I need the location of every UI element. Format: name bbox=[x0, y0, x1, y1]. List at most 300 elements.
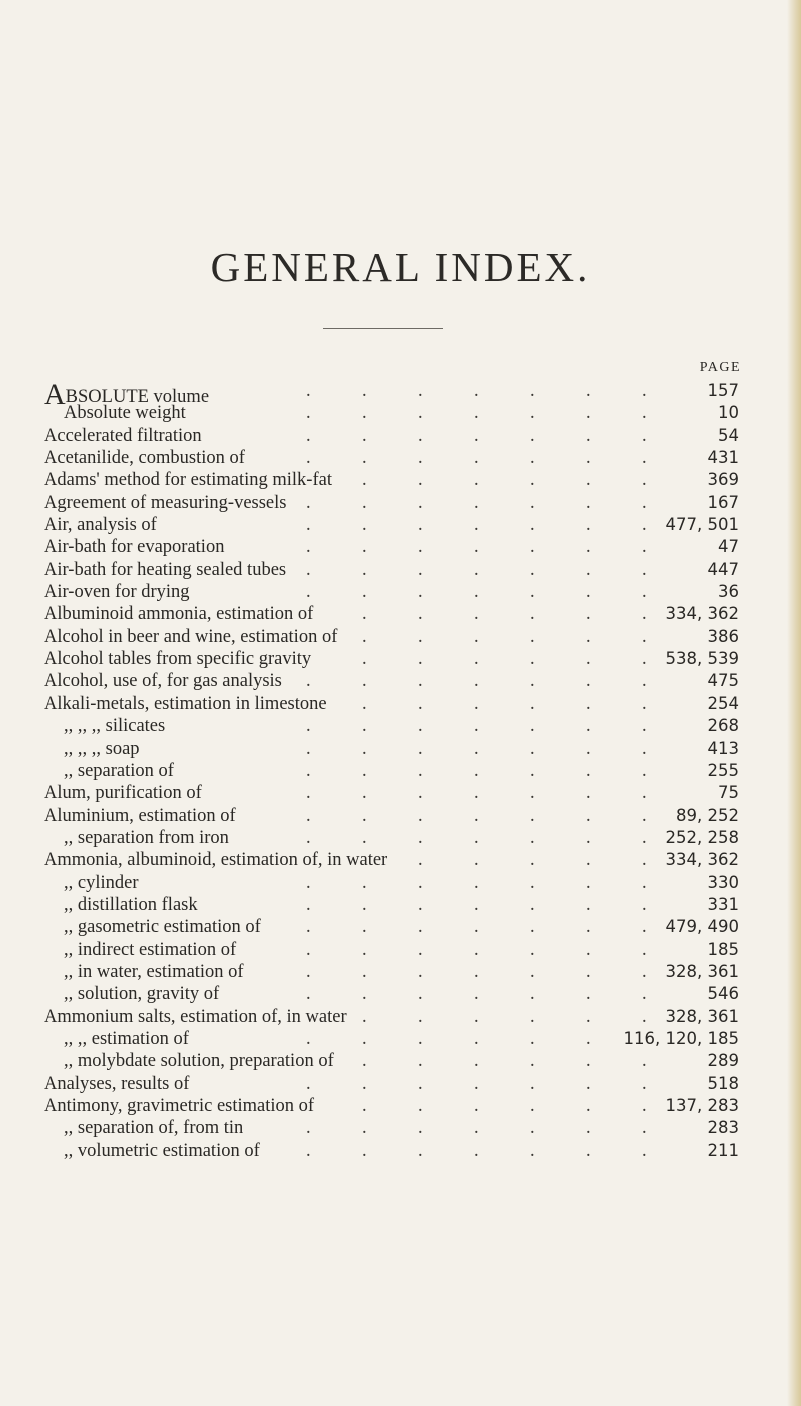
leader-dot: . bbox=[642, 492, 647, 513]
leader-dot: . bbox=[586, 515, 591, 536]
leader-dot: . bbox=[530, 783, 535, 804]
leader-dot: . bbox=[362, 917, 367, 938]
leader-dot: . bbox=[474, 738, 479, 759]
leader-dot: . bbox=[474, 894, 479, 915]
entry-label: ,, separation of, from tin bbox=[64, 1118, 244, 1139]
entry-page-number: 328, 361 bbox=[665, 961, 739, 981]
leader-dot: . bbox=[418, 381, 423, 401]
leader-dot: . bbox=[418, 917, 423, 938]
entry-label: ,, separation from iron bbox=[64, 827, 229, 848]
leader-dot: . bbox=[530, 827, 535, 848]
entry-label: ,, ,, ,, silicates bbox=[64, 716, 166, 737]
leader-dot: . bbox=[642, 693, 647, 714]
leader-dot: . bbox=[530, 805, 535, 826]
leader-dot: . bbox=[530, 1118, 535, 1139]
leader-dot: . bbox=[306, 582, 311, 603]
leader-dot: . bbox=[474, 470, 479, 491]
leader-dot: . bbox=[362, 671, 367, 692]
index-entry bbox=[44, 492, 739, 514]
leader-dot: . bbox=[586, 537, 591, 558]
leader-dot: . bbox=[418, 1028, 423, 1049]
entry-page-number: 518 bbox=[707, 1073, 739, 1093]
leader-dot: . bbox=[362, 649, 367, 670]
leader-dot: . bbox=[306, 827, 311, 848]
index-entry bbox=[44, 581, 739, 603]
entry-page-number: 255 bbox=[707, 760, 739, 780]
entry-label-rest: BSOLUTE volume bbox=[65, 387, 210, 407]
leader-dot: . bbox=[306, 492, 311, 513]
entry-page-number: 334, 362 bbox=[665, 850, 739, 870]
entry-label: ,, gasometric estimation of bbox=[64, 917, 261, 938]
leader-dot: . bbox=[474, 939, 479, 960]
leader-dot: . bbox=[418, 850, 423, 871]
entry-label: Air, analysis of bbox=[44, 515, 157, 536]
entry-label: Absolute weight bbox=[64, 403, 186, 424]
leader-dot: . bbox=[474, 515, 479, 536]
leader-dot: . bbox=[642, 1073, 647, 1094]
leader-dot: . bbox=[642, 470, 647, 491]
leader-dot: . bbox=[474, 448, 479, 469]
index-entry bbox=[44, 738, 739, 760]
entry-page-number: 254 bbox=[707, 693, 739, 713]
entry-label: Air-bath for evaporation bbox=[44, 537, 225, 558]
entry-label: Analyses, results of bbox=[44, 1073, 190, 1094]
leader-dot: . bbox=[530, 626, 535, 647]
leader-dot: . bbox=[586, 559, 591, 580]
leader-dot: . bbox=[362, 827, 367, 848]
leader-dot: . bbox=[474, 984, 479, 1005]
entry-page-number: 289 bbox=[707, 1051, 739, 1071]
leader-dot: . bbox=[362, 939, 367, 960]
leader-dot: . bbox=[642, 448, 647, 469]
leader-dot: . bbox=[474, 760, 479, 781]
leader-dot: . bbox=[586, 961, 591, 982]
entry-label: Air-bath for heating sealed tubes bbox=[44, 559, 287, 580]
leader-dot: . bbox=[306, 671, 311, 692]
leader-dot: . bbox=[530, 1006, 535, 1027]
leader-dot: . bbox=[306, 872, 311, 893]
leader-dot: . bbox=[530, 872, 535, 893]
entry-page-number: 413 bbox=[707, 738, 739, 758]
index-entry bbox=[44, 1073, 739, 1095]
leader-dot: . bbox=[306, 403, 311, 424]
leader-dot: . bbox=[362, 872, 367, 893]
entry-label: Alum, purification of bbox=[44, 783, 202, 804]
index-entry bbox=[44, 805, 739, 827]
leader-dot: . bbox=[530, 894, 535, 915]
leader-dot: . bbox=[474, 649, 479, 670]
entry-page-number: 477, 501 bbox=[665, 515, 739, 535]
leader-dot: . bbox=[362, 805, 367, 826]
leader-dot: . bbox=[586, 917, 591, 938]
entry-label: Agreement of measuring-vessels bbox=[44, 492, 287, 513]
leader-dot: . bbox=[306, 939, 311, 960]
index-entry bbox=[44, 961, 739, 983]
leader-dot: . bbox=[642, 626, 647, 647]
leader-dot: . bbox=[530, 582, 535, 603]
leader-dot: . bbox=[362, 492, 367, 513]
leader-dot: . bbox=[586, 693, 591, 714]
leader-dot: . bbox=[586, 381, 591, 401]
index-entry bbox=[44, 447, 739, 469]
leader-dot: . bbox=[362, 381, 367, 401]
leader-dot: . bbox=[530, 850, 535, 871]
leader-dot: . bbox=[474, 425, 479, 446]
entry-label: Air-oven for drying bbox=[44, 582, 190, 603]
leader-dot: . bbox=[418, 783, 423, 804]
index-entry bbox=[44, 983, 739, 1005]
index-entry bbox=[44, 469, 739, 491]
index-entry bbox=[44, 1028, 739, 1050]
leader-dot: . bbox=[418, 827, 423, 848]
page-edge bbox=[787, 0, 801, 1406]
leader-dot: . bbox=[362, 582, 367, 603]
leader-dot: . bbox=[586, 403, 591, 424]
index-entry bbox=[44, 916, 739, 938]
entry-page-number: 546 bbox=[707, 984, 739, 1004]
leader-dot: . bbox=[362, 470, 367, 491]
leader-dot: . bbox=[474, 1073, 479, 1094]
index-entry bbox=[44, 1050, 739, 1072]
title-rule bbox=[323, 328, 443, 329]
entry-label: Antimony, gravimetric estimation of bbox=[44, 1096, 315, 1116]
leader-dot: . bbox=[642, 1096, 647, 1116]
entry-page-number: 89, 252 bbox=[676, 805, 739, 825]
leader-dot: . bbox=[418, 403, 423, 424]
leader-dot: . bbox=[362, 1006, 367, 1027]
leader-dot: . bbox=[418, 693, 423, 714]
entry-page-number: 334, 362 bbox=[665, 604, 739, 624]
index-entry bbox=[44, 849, 739, 871]
index-entry bbox=[44, 782, 739, 804]
leader-dot: . bbox=[642, 961, 647, 982]
entry-page-number: 330 bbox=[707, 872, 739, 892]
leader-dot: . bbox=[530, 738, 535, 759]
entry-page-number: 475 bbox=[707, 671, 739, 691]
leader-dot: . bbox=[586, 872, 591, 893]
page-column-header: PAGE bbox=[699, 360, 741, 375]
leader-dot: . bbox=[474, 850, 479, 871]
leader-dot: . bbox=[530, 425, 535, 446]
leader-dot: . bbox=[530, 492, 535, 513]
entry-label: ,, in water, estimation of bbox=[64, 961, 244, 982]
leader-dot: . bbox=[642, 872, 647, 893]
entry-page-number: 36 bbox=[718, 582, 739, 602]
leader-dot: . bbox=[306, 559, 311, 580]
leader-dot: . bbox=[586, 738, 591, 759]
entry-page-number: 116, 120, 185 bbox=[623, 1028, 739, 1048]
index-entry bbox=[44, 872, 739, 894]
leader-dot: . bbox=[642, 604, 647, 625]
leader-dot: . bbox=[362, 448, 367, 469]
leader-dot: . bbox=[306, 961, 311, 982]
leader-dot: . bbox=[306, 716, 311, 737]
leader-dot: . bbox=[586, 470, 591, 491]
leader-dot: . bbox=[362, 1096, 367, 1116]
leader-dot: . bbox=[418, 984, 423, 1005]
leader-dot: . bbox=[586, 1028, 591, 1049]
leader-dot: . bbox=[362, 783, 367, 804]
leader-dot: . bbox=[586, 827, 591, 848]
leader-dot: . bbox=[362, 604, 367, 625]
leader-dot: . bbox=[530, 1140, 535, 1161]
leader-dot: . bbox=[530, 716, 535, 737]
entry-label: ,, molybdate solution, preparation of bbox=[64, 1051, 334, 1072]
leader-dot: . bbox=[642, 716, 647, 737]
leader-dot: . bbox=[474, 671, 479, 692]
entry-label: ,, separation of bbox=[64, 760, 174, 781]
leader-dot: . bbox=[642, 917, 647, 938]
leader-dot: . bbox=[642, 559, 647, 580]
leader-dot: . bbox=[474, 827, 479, 848]
entry-page-number: 538, 539 bbox=[665, 649, 739, 669]
leader-dot: . bbox=[474, 1118, 479, 1139]
leader-dot: . bbox=[642, 805, 647, 826]
leader-dot: . bbox=[530, 559, 535, 580]
leader-dot: . bbox=[362, 984, 367, 1005]
leader-dot: . bbox=[530, 1096, 535, 1116]
leader-dot: . bbox=[418, 448, 423, 469]
index-entry bbox=[44, 693, 739, 715]
leader-dot: . bbox=[530, 1073, 535, 1094]
leader-dot: . bbox=[586, 805, 591, 826]
leader-dot: . bbox=[586, 716, 591, 737]
leader-dot: . bbox=[586, 604, 591, 625]
leader-dot: . bbox=[642, 515, 647, 536]
leader-dot: . bbox=[474, 559, 479, 580]
leader-dot: . bbox=[530, 693, 535, 714]
leader-dot: . bbox=[306, 1073, 311, 1094]
leader-dot: . bbox=[642, 537, 647, 558]
leader-dot: . bbox=[474, 381, 479, 401]
entry-page-number: 54 bbox=[718, 425, 739, 445]
entry-label: ,, ,, ,, soap bbox=[64, 738, 140, 759]
leader-dot: . bbox=[586, 582, 591, 603]
index-entry bbox=[44, 670, 739, 692]
entry-label: Alcohol in beer and wine, estimation of bbox=[44, 626, 338, 647]
leader-dot: . bbox=[362, 537, 367, 558]
leader-dot: . bbox=[474, 917, 479, 938]
leader-dot: . bbox=[530, 470, 535, 491]
leader-dot: . bbox=[418, 894, 423, 915]
leader-dot: . bbox=[306, 515, 311, 536]
entry-label: Albuminoid ammonia, estimation of bbox=[44, 604, 314, 625]
leader-dot: . bbox=[474, 537, 479, 558]
leader-dot: . bbox=[362, 1140, 367, 1161]
leader-dot: . bbox=[362, 1073, 367, 1094]
leader-dot: . bbox=[642, 582, 647, 603]
index-entry bbox=[44, 536, 739, 558]
leader-dot: . bbox=[306, 381, 311, 401]
leader-dot: . bbox=[642, 671, 647, 692]
leader-dot: . bbox=[530, 403, 535, 424]
leader-dot: . bbox=[474, 961, 479, 982]
leader-dot: . bbox=[586, 425, 591, 446]
leader-dot: . bbox=[530, 604, 535, 625]
leader-dot: . bbox=[586, 1118, 591, 1139]
leader-dot: . bbox=[530, 515, 535, 536]
drop-cap-letter: A bbox=[44, 378, 66, 411]
index-entry bbox=[44, 1117, 739, 1139]
leader-dot: . bbox=[418, 872, 423, 893]
leader-dot: . bbox=[474, 693, 479, 714]
leader-dot: . bbox=[474, 403, 479, 424]
index-entry bbox=[44, 626, 739, 648]
leader-dot: . bbox=[642, 1140, 647, 1161]
leader-dot: . bbox=[362, 961, 367, 982]
leader-dot: . bbox=[418, 671, 423, 692]
index-entry bbox=[44, 402, 739, 424]
leader-dot: . bbox=[474, 492, 479, 513]
leader-dot: . bbox=[474, 1028, 479, 1049]
leader-dot: . bbox=[306, 894, 311, 915]
leader-dot: . bbox=[530, 961, 535, 982]
index-entry bbox=[44, 378, 739, 411]
leader-dot: . bbox=[586, 984, 591, 1005]
entry-label: Ammonia, albuminoid, estimation of, in water bbox=[44, 850, 388, 871]
leader-dot: . bbox=[306, 760, 311, 781]
leader-dot: . bbox=[642, 381, 647, 401]
entry-label: Alcohol, use of, for gas analysis bbox=[44, 671, 282, 692]
entry-label: ,, cylinder bbox=[64, 872, 139, 893]
leader-dot: . bbox=[642, 939, 647, 960]
leader-dot: . bbox=[642, 403, 647, 424]
leader-dot: . bbox=[530, 381, 535, 401]
entry-page-number: 157 bbox=[707, 381, 739, 400]
leader-dot: . bbox=[530, 671, 535, 692]
leader-dot: . bbox=[586, 649, 591, 670]
leader-dot: . bbox=[642, 1051, 647, 1072]
leader-dot: . bbox=[362, 894, 367, 915]
leader-dot: . bbox=[418, 961, 423, 982]
leader-dot: . bbox=[530, 984, 535, 1005]
leader-dot: . bbox=[362, 738, 367, 759]
leader-dot: . bbox=[306, 783, 311, 804]
entry-label: ,, indirect estimation of bbox=[64, 939, 237, 960]
leader-dot: . bbox=[474, 716, 479, 737]
entry-label: ,, ,, estimation of bbox=[64, 1028, 189, 1049]
leader-dot: . bbox=[362, 693, 367, 714]
entry-label: Alcohol tables from specific gravity bbox=[44, 649, 312, 670]
leader-dot: . bbox=[586, 939, 591, 960]
entry-page-number: 167 bbox=[707, 492, 739, 512]
leader-dot: . bbox=[642, 894, 647, 915]
leader-dot: . bbox=[362, 1028, 367, 1049]
leader-dot: . bbox=[642, 425, 647, 446]
entry-page-number: 47 bbox=[718, 537, 739, 557]
entry-label: Ammonium salts, estimation of, in water bbox=[44, 1006, 347, 1027]
leader-dot: . bbox=[418, 939, 423, 960]
index-entry bbox=[44, 559, 739, 581]
leader-dot: . bbox=[306, 738, 311, 759]
index-entry bbox=[44, 1140, 739, 1162]
leader-dot: . bbox=[530, 448, 535, 469]
leader-dot: . bbox=[418, 492, 423, 513]
leader-dot: . bbox=[418, 559, 423, 580]
index-entry bbox=[44, 827, 739, 849]
leader-dot: . bbox=[642, 827, 647, 848]
leader-dot: . bbox=[474, 1051, 479, 1072]
leader-dot: . bbox=[362, 760, 367, 781]
leader-dot: . bbox=[586, 492, 591, 513]
leader-dot: . bbox=[642, 984, 647, 1005]
leader-dot: . bbox=[474, 582, 479, 603]
leader-dot: . bbox=[418, 1096, 423, 1116]
leader-dot: . bbox=[418, 805, 423, 826]
leader-dot: . bbox=[362, 403, 367, 424]
leader-dot: . bbox=[642, 649, 647, 670]
leader-dot: . bbox=[306, 984, 311, 1005]
entry-page-number: 369 bbox=[707, 470, 739, 490]
index-entry bbox=[44, 939, 739, 961]
leader-dot: . bbox=[642, 783, 647, 804]
entry-page-number: 283 bbox=[707, 1118, 739, 1138]
index-entries bbox=[44, 380, 739, 1162]
leader-dot: . bbox=[418, 760, 423, 781]
leader-dot: . bbox=[586, 671, 591, 692]
leader-dot: . bbox=[418, 1140, 423, 1161]
leader-dot: . bbox=[530, 1051, 535, 1072]
leader-dot: . bbox=[642, 738, 647, 759]
leader-dot: . bbox=[418, 716, 423, 737]
leader-dot: . bbox=[474, 1096, 479, 1116]
leader-dot: . bbox=[530, 760, 535, 781]
entry-label: Alkali-metals, estimation in limestone bbox=[44, 693, 327, 714]
leader-dot: . bbox=[306, 537, 311, 558]
index-entry bbox=[44, 514, 739, 536]
entry-page-number: 447 bbox=[707, 559, 739, 579]
index-entry bbox=[44, 715, 739, 737]
leader-dot: . bbox=[362, 515, 367, 536]
leader-dot: . bbox=[418, 1051, 423, 1072]
index-entry bbox=[44, 1095, 739, 1117]
leader-dot: . bbox=[418, 604, 423, 625]
entry-page-number: 252, 258 bbox=[665, 827, 739, 847]
entry-label: Aluminium, estimation of bbox=[44, 805, 236, 826]
entry-page-number: 211 bbox=[707, 1140, 739, 1160]
leader-dot: . bbox=[418, 515, 423, 536]
entry-label: Acetanilide, combustion of bbox=[44, 448, 245, 469]
entry-label: Accelerated filtration bbox=[44, 425, 202, 446]
leader-dot: . bbox=[362, 626, 367, 647]
leader-dot: . bbox=[530, 1028, 535, 1049]
leader-dot: . bbox=[642, 760, 647, 781]
leader-dot: . bbox=[586, 783, 591, 804]
leader-dot: . bbox=[418, 1006, 423, 1027]
leader-dot: . bbox=[474, 783, 479, 804]
entry-label: ,, distillation flask bbox=[64, 894, 198, 915]
entry-page-number: 431 bbox=[707, 448, 739, 468]
leader-dot: . bbox=[306, 1118, 311, 1139]
leader-dot: . bbox=[418, 582, 423, 603]
leader-dot: . bbox=[530, 939, 535, 960]
leader-dot: . bbox=[474, 604, 479, 625]
leader-dot: . bbox=[586, 448, 591, 469]
leader-dot: . bbox=[586, 1051, 591, 1072]
leader-dot: . bbox=[418, 425, 423, 446]
entry-page-number: 386 bbox=[707, 626, 739, 646]
leader-dot: . bbox=[586, 1073, 591, 1094]
index-entry bbox=[44, 894, 739, 916]
leader-dot: . bbox=[586, 850, 591, 871]
entry-page-number: 75 bbox=[718, 783, 739, 803]
index-entry bbox=[44, 1006, 739, 1028]
leader-dot: . bbox=[306, 1140, 311, 1161]
index-entry bbox=[44, 760, 739, 782]
entry-label: ,, solution, gravity of bbox=[64, 984, 220, 1005]
leader-dot: . bbox=[530, 537, 535, 558]
leader-dot: . bbox=[474, 805, 479, 826]
